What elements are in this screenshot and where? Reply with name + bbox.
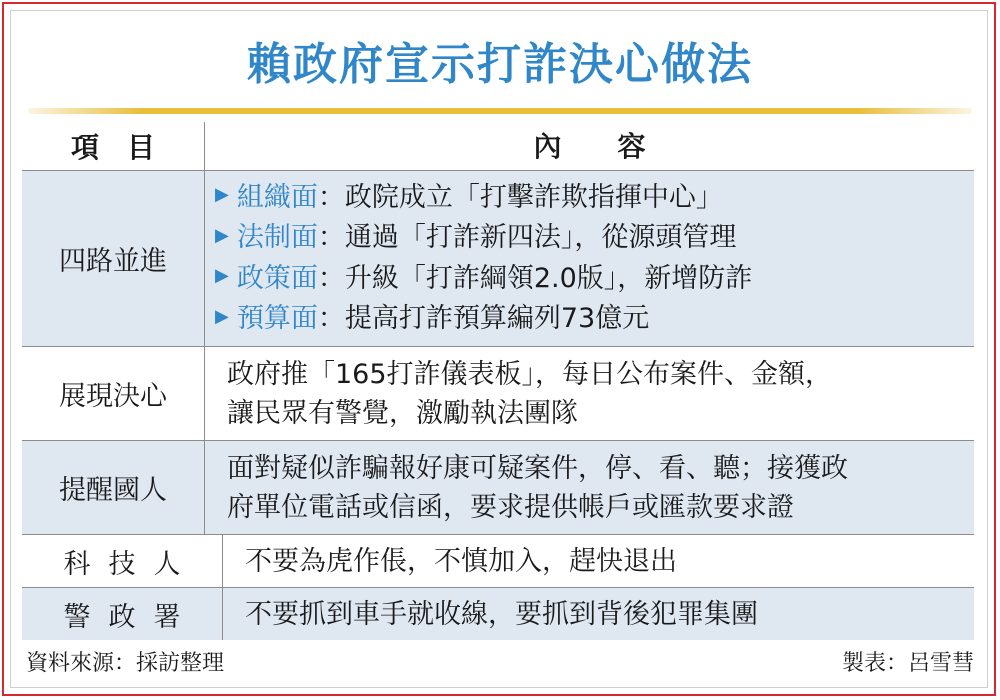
row-label: 科技人 [22, 535, 223, 587]
content-line: 面對疑似詐騙報好康可疑案件，停、看、聽；接獲政 [227, 452, 848, 484]
row-label: 展現決心 [22, 347, 205, 440]
aspect-text: ：升級「打詐綱領2.0版」，新增防詐 [317, 262, 753, 294]
content-line: 府單位電話或信函，要求提供帳戶或匯款要求證 [227, 491, 794, 523]
content-line: 讓民眾有警覺，激勵執法團隊 [227, 397, 578, 429]
table-row-show-resolve [22, 347, 974, 441]
triangle-right-icon: ▶ [215, 265, 229, 286]
info-table [22, 122, 974, 640]
list-item [215, 299, 974, 340]
source-note: 資料來源：採訪整理 [26, 651, 225, 676]
row-content: 不要為虎作倀，不慎加入，趕快退出 [245, 545, 677, 577]
triangle-right-icon: ▶ [215, 305, 229, 327]
table-row-tech [22, 535, 974, 588]
aspect-text: ：政院成立「打擊詐欺指揮中心」 [317, 181, 723, 213]
header-content: 內 容 [533, 129, 646, 163]
table-row-remind [22, 441, 974, 535]
aspect-text: ：通過「打詐新四法」，從源頭管理 [317, 222, 737, 253]
table-row-four-way [22, 171, 974, 347]
aspect-label: 法制面 [236, 222, 318, 253]
aspect-label: 組織面 [236, 181, 318, 213]
header-item: 項 目 [22, 122, 205, 170]
row-content [205, 441, 974, 534]
aspect-label: 預算面 [236, 303, 318, 334]
list-item [215, 218, 974, 259]
title-divider [28, 108, 972, 114]
list-item [215, 259, 974, 300]
row-content [205, 171, 974, 346]
page-title: 賴政府宣示打詐決心做法 [247, 39, 753, 90]
row-content: 不要抓到車手就收線，要抓到背後犯罪集團 [245, 598, 758, 630]
aspect-text: ：提高打詐預算編列73億元 [317, 303, 650, 334]
triangle-right-icon: ▶ [215, 184, 229, 205]
row-label: 四路並進 [22, 171, 205, 346]
content-line: 政府推「165打詐儀表板」，每日公布案件、金額， [227, 358, 833, 390]
row-content [205, 347, 974, 440]
footer [26, 646, 974, 677]
list-item [215, 178, 974, 219]
triangle-right-icon: ▶ [215, 224, 229, 246]
row-label: 提醒國人 [22, 441, 205, 534]
aspect-label: 政策面 [236, 262, 318, 294]
table-header-row [22, 122, 974, 171]
table-row-police [22, 588, 974, 640]
credit-note: 製表：呂雪彗 [841, 651, 974, 676]
row-label: 警政署 [22, 588, 223, 640]
